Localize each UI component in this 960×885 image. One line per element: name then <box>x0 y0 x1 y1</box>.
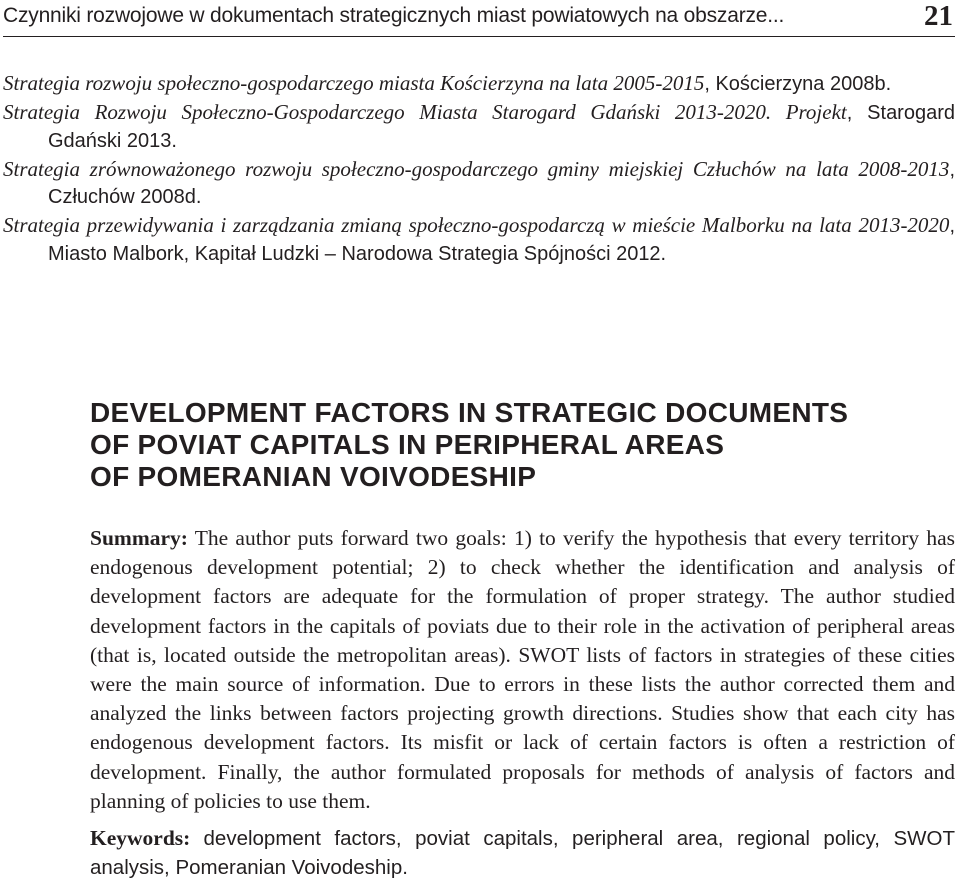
page-number: 21 <box>924 0 953 32</box>
reference-item <box>3 156 955 211</box>
reference-item <box>3 212 955 267</box>
english-title-line: OF POVIAT CAPITALS IN PERIPHERAL AREAS <box>90 429 725 460</box>
reference-details: , Starogard Gdański 2013. <box>48 102 955 152</box>
reference-title: Strategia zrównoważonego rozwoju społeczno-gospodarczego gminy miejskiej Człuchów na lata 2008-2013 <box>3 156 950 181</box>
reference-item <box>3 70 955 98</box>
running-title: Czynniki rozwojowe w dokumentach strategicznych miast powiatowych na obszarze... <box>3 4 785 27</box>
running-header <box>3 0 955 37</box>
reference-title: Strategia rozwoju społeczno-gospodarczego miasta Kościerzyna na lata 2005-2015 <box>3 71 705 95</box>
keywords-paragraph <box>90 824 955 882</box>
reference-item <box>3 99 955 154</box>
reference-details: , Człuchów 2008d. <box>48 158 955 208</box>
reference-details: , Kościerzyna 2008b. <box>704 73 892 95</box>
summary-label: Summary: <box>90 526 188 550</box>
summary-paragraph <box>90 524 955 816</box>
english-title-line: OF POMERANIAN VOIVODESHIP <box>90 461 537 492</box>
keywords-text: development factors, poviat capitals, peripheral area, regional policy, SWOT analysis, Pomeranian Voivodeship. <box>90 827 955 879</box>
reference-title: Strategia Rozwoju Społeczno-Gospodarczego Miasta Starogard Gdański 2013-2020. Projekt <box>3 100 847 124</box>
english-title <box>90 397 910 493</box>
reference-details: , Miasto Malbork, Kapitał Ludzki – Narodowa Strategia Spójności 2012. <box>48 215 955 265</box>
reference-title: Strategia przewidywania i zarządzania zmianą społeczno-gospodarczą w mieście Malborku na lata 2013-2020 <box>3 213 950 237</box>
reference-list <box>3 70 955 269</box>
keywords-label: Keywords: <box>90 826 191 850</box>
english-title-line: DEVELOPMENT FACTORS IN STRATEGIC DOCUMENTS <box>90 397 849 428</box>
summary-text: The author puts forward two goals: 1) to verify the hypothesis that every territory has endogenous development potential; 2) to check whether the identification and analysis of development factors are adequate for the formulation of proper strategy. The author studied development factors in the capitals of poviats due to their role in the activation of peripheral areas (that is, located outside the metropolitan areas). SWOT lists of factors in strategies of these cities were the main source of information. Due to errors in these lists the author corrected them and analyzed the links between factors projecting growth directions. Studies show that each city has endogenous development factors. Its misfit or lack of certain factors is often a restriction of development. Finally, the author formulated proposals for methods of analysis of factors and planning of policies to use them. <box>90 526 955 813</box>
